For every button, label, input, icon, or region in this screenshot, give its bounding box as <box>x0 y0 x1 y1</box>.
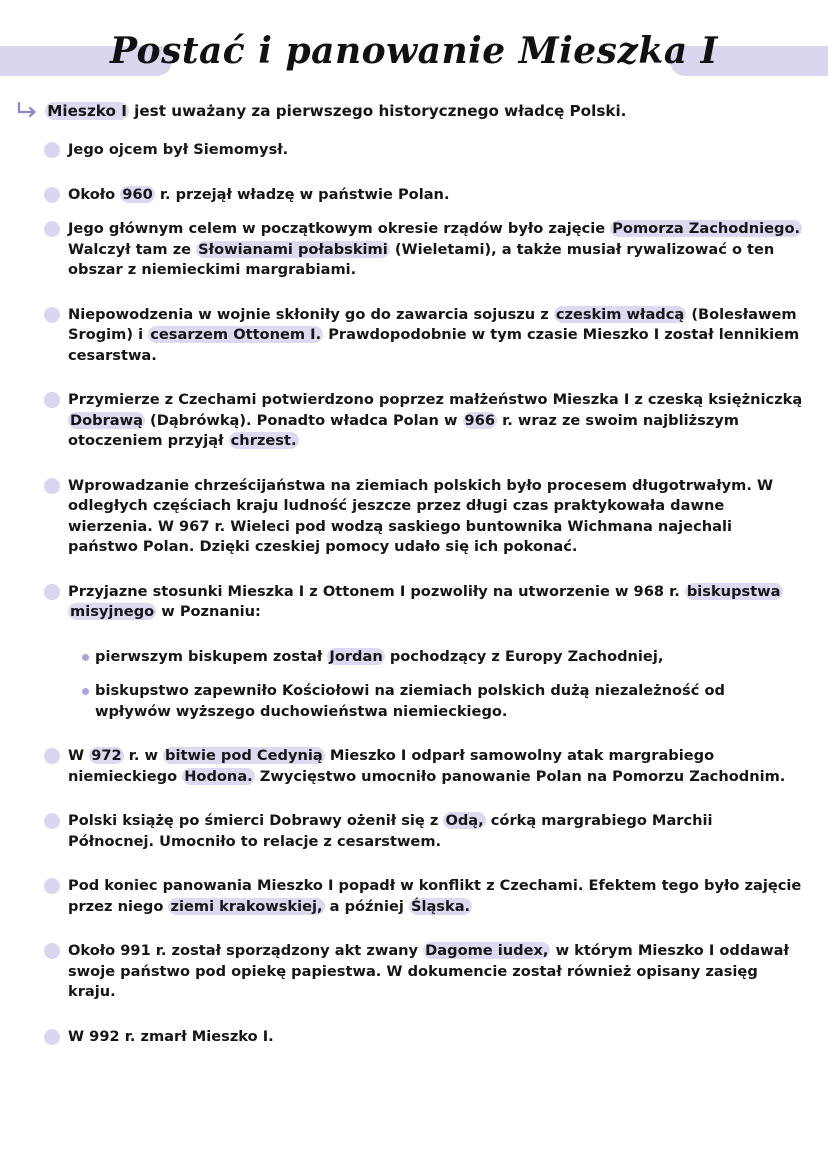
highlighted-text: ziemi krakowskiej, <box>170 897 323 915</box>
highlighted-text: biskupstwa misyjnego <box>70 582 781 620</box>
text-segment: pochodzący z Europy Zachodniej, <box>384 647 664 665</box>
text-segment: a później <box>324 897 409 915</box>
arrow-return-icon <box>16 102 38 118</box>
highlighted-text: 966 <box>464 411 496 429</box>
text-segment: Niepowodzenia w wojnie skłoniły go do zawarcia sojuszu z <box>68 305 554 323</box>
highlighted-text: cesarzem Ottonem I. <box>150 326 322 343</box>
highlighted-text: Słowianami połabskimi <box>198 240 388 258</box>
bullet-list <box>0 140 828 1047</box>
bullet-dot-icon <box>44 813 60 829</box>
text-segment: (Wieletami), a także musiał rywalizować o ten obszar z niemieckimi margrabiami. <box>68 240 775 278</box>
highlighted-text: Hodona. <box>184 767 253 785</box>
list-item <box>68 305 803 367</box>
text-segment: W <box>68 747 90 764</box>
bullet-dot-icon <box>44 478 60 494</box>
highlighted-text: Jordan <box>329 647 383 665</box>
list-item <box>68 582 803 623</box>
text-segment: (Bolesławem Srogim) i <box>68 305 797 343</box>
highlighted-text: 972 <box>91 747 122 764</box>
text-segment: Polski książę po śmierci Dobrawy ożenił się z <box>68 812 444 829</box>
list-item <box>68 1027 803 1048</box>
text-segment: Wprowadzanie chrześcijaństwa na ziemiach polskich było procesem długotrwałym. W odległych częściach kraju ludność jeszcze przez długi czas praktykowała dawne wierzenia. W 967 r. Wieleci pod wodzą saskiego buntownika Wichmana najechali państwo Polan. Dzięki czeskiej pomocy udało się ich pokonać. <box>68 476 774 555</box>
text-segment: Zwycięstwo umocniło panowanie Polan na Pomorzu Zachodnim. <box>254 767 786 785</box>
sub-list-item <box>95 681 800 722</box>
text-segment: w którym Mieszko I oddawał swoje państwo pod opiekę papiestwa. W dokumencie został również opisany zasięg kraju. <box>68 942 789 1000</box>
text-segment: W 992 r. zmarł Mieszko I. <box>68 1027 274 1045</box>
list-item <box>68 185 803 206</box>
highlighted-text: bitwie pod Cedynią <box>165 747 323 764</box>
text-segment: (Dąbrówką). Ponadto władca Polan w <box>144 411 463 429</box>
text-segment: Przymierze z Czechami potwierdzono poprzez małżeństwo Mieszka I z czeską księżniczką <box>68 391 803 408</box>
list-item <box>68 219 803 281</box>
bullet-dot-icon <box>82 688 89 695</box>
text-segment: r. wraz ze swoim najbliższym otoczeniem przyjął <box>68 411 739 449</box>
bullet-dot-icon <box>44 1029 60 1045</box>
intro-line <box>16 100 806 122</box>
text-segment: Walczył tam ze <box>68 240 197 258</box>
bullet-dot-icon <box>44 878 60 894</box>
text-segment: Przyjazne stosunki Mieszka I z Ottonem I pozwoliły na utworzenie w 968 r. <box>68 582 685 600</box>
text-segment: Jego głównym celem w początkowym okresie rządów było zajęcie <box>68 220 611 237</box>
text-segment: Pod koniec panowania Mieszko I popadł w konflikt z Czechami. Efektem tego było zajęcie przez niego <box>68 877 802 915</box>
highlighted-text: Pomorza Zachodniego. <box>612 220 801 237</box>
bullet-dot-icon <box>44 584 60 600</box>
intro-text: Mieszko I jest uważany za pierwszego historycznego władcę Polski. <box>47 102 627 120</box>
text-segment: Mieszko I odparł samowolny atak margrabiego niemieckiego <box>68 747 715 785</box>
bullet-dot-icon <box>44 187 60 203</box>
text-segment: w Poznaniu: <box>156 603 261 620</box>
sub-list-item <box>95 647 800 668</box>
highlighted-text: chrzest. <box>230 432 297 449</box>
bullet-dot-icon <box>44 142 60 158</box>
list-item <box>68 811 803 852</box>
list-item <box>68 941 803 1003</box>
highlighted-text: Śląska. <box>410 897 471 915</box>
highlighted-text: czeskim władcą <box>555 305 685 323</box>
text-segment: Około 991 r. został sporządzony akt zwany <box>68 942 424 959</box>
text-segment: córką margrabiego Marchii Północnej. Umocniło to relacje z cesarstwem. <box>68 812 713 850</box>
list-item <box>68 746 803 787</box>
list-item <box>68 876 803 917</box>
text-segment: r. w <box>123 747 164 764</box>
highlighted-text: Dobrawą <box>70 411 143 429</box>
bullet-dot-icon <box>44 307 60 323</box>
highlighted-text: Dagome iudex, <box>425 942 549 959</box>
list-item <box>68 140 803 161</box>
highlighted-text: Odą, <box>445 812 484 829</box>
bullet-dot-icon <box>82 654 89 661</box>
bullet-dot-icon <box>44 221 60 237</box>
text-segment: r. przejął władzę w państwie Polan. <box>154 185 450 203</box>
text-segment: Około <box>68 185 121 203</box>
list-item <box>68 390 803 452</box>
text-segment: Jego ojcem był Siemomysł. <box>68 141 289 158</box>
bullet-dot-icon <box>44 748 60 764</box>
text-segment: pierwszym biskupem został <box>95 647 328 665</box>
highlighted-text: 960 <box>122 185 153 203</box>
bullet-dot-icon <box>44 943 60 959</box>
page-title: Postać i panowanie Mieszka I <box>109 30 719 72</box>
bullet-dot-icon <box>44 392 60 408</box>
text-segment: biskupstwo zapewniło Kościołowi na ziemiach polskich dużą niezależność od wpływów wyższego duchowieństwa niemieckiego. <box>95 682 725 720</box>
text-segment: Prawdopodobnie w tym czasie Mieszko I został lennikiem cesarstwa. <box>68 326 800 364</box>
list-item <box>68 476 803 558</box>
